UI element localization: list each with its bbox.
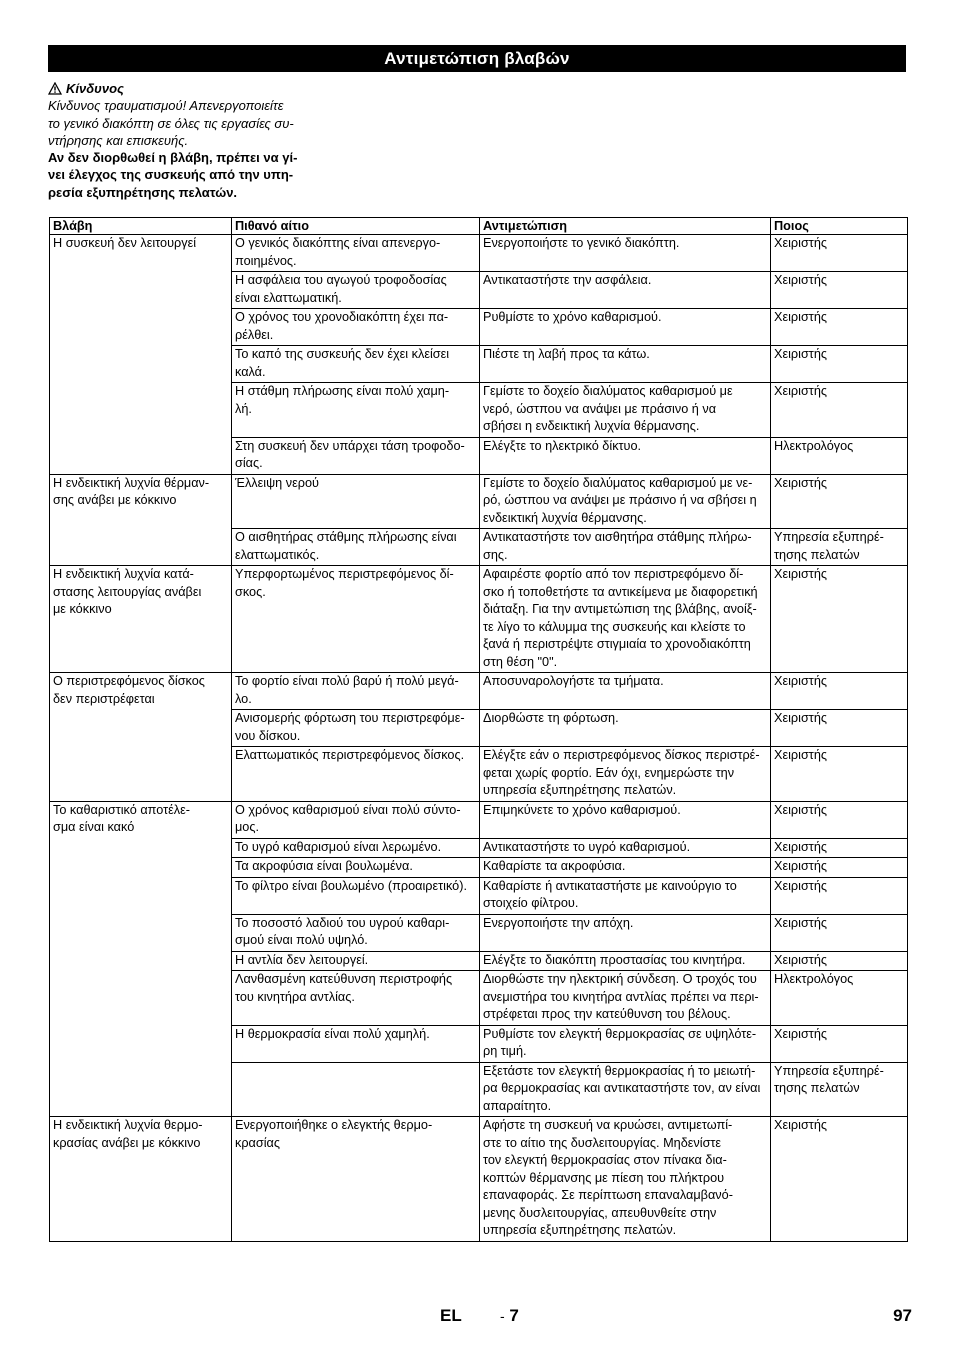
who-cell: Χειριστής (771, 474, 908, 529)
danger-italic-text (48, 97, 328, 149)
cause-cell: Ο χρόνος καθαρισμού είναι πολύ σύντο- μος. (232, 801, 480, 838)
who-cell: Υπηρεσία εξυπηρέ- τησης πελατών (771, 529, 908, 566)
table-row (50, 801, 908, 838)
remedy-cell: Αφαιρέστε φορτίο από τον περιστρεφόμενο δί- σκο ή τοποθετήστε τα αντικείμενα με διαφορετική διάταξη. Για την αντιμετώπιση της βλάβης, ανοίξ- τε λίγο το κάλυμμα της συσκευής και κλείστε το ξανά ή περιστρέψτε στιγμιαία το χρονοδιακόπτη στη θέση "0". (480, 566, 771, 673)
footer-section-number: 7 (509, 1306, 519, 1325)
who-cell: Χειριστής (771, 566, 908, 673)
remedy-cell: Καθαρίστε ή αντικαταστήστε με καινούργιο το στοιχείο φίλτρου. (480, 877, 771, 914)
who-cell: Χειριστής (771, 877, 908, 914)
remedy-cell: Ρυθμίστε τον ελεγκτή θερμοκρασίας σε υψηλότε- ρη τιμή. (480, 1025, 771, 1062)
cause-cell: Ανισομερής φόρτωση του περιστρεφόμε- νου δίσκου. (232, 710, 480, 747)
cause-cell: Το ποσοστό λαδιού του υγρού καθαρι- σμού είναι πολύ υψηλό. (232, 914, 480, 951)
who-cell: Χειριστής (771, 272, 908, 309)
cause-cell (232, 1062, 480, 1117)
remedy-cell: Πιέστε τη λαβή προς τα κάτω. (480, 346, 771, 383)
column-header-fault: Βλάβη (50, 218, 232, 235)
cause-cell: Ελαττωματικός περιστρεφόμενος δίσκος. (232, 747, 480, 802)
remedy-cell: Ελέγξτε το διακόπτη προστασίας του κινητήρα. (480, 951, 771, 971)
remedy-cell: Γεμίστε το δοχείο διαλύματος καθαρισμού με νε- ρό, ώστπου να ανάψει με πράσινο ή να σβήσει η ενδεικτική λυχνία θέρμανσης. (480, 474, 771, 529)
who-cell: Υπηρεσία εξυπηρέ- τησης πελατών (771, 1062, 908, 1117)
cause-cell: Το καπό της συσκευής δεν έχει κλείσει καλά. (232, 346, 480, 383)
cause-cell: Στη συσκευή δεν υπάρχει τάση τροφοδο- σίας. (232, 437, 480, 474)
who-cell: Χειριστής (771, 346, 908, 383)
danger-line: ρεσία εξυπηρέτησης πελατών. (48, 184, 238, 200)
remedy-cell: Ελέγξτε το ηλεκτρικό δίκτυο. (480, 437, 771, 474)
cause-cell: Η αντλία δεν λειτουργεί. (232, 951, 480, 971)
cause-cell: Η ασφάλεια του αγωγού τροφοδοσίας είναι ελαττωματική. (232, 272, 480, 309)
footer-language: EL (440, 1306, 462, 1325)
cause-cell: Το υγρό καθαρισμού είναι λερωμένο. (232, 838, 480, 858)
table-row (50, 673, 908, 710)
who-cell: Χειριστής (771, 235, 908, 272)
footer-section (500, 1306, 519, 1326)
remedy-cell: Γεμίστε το δοχείο διαλύματος καθαρισμού με νερό, ώστπου να ανάψει με πράσινο ή να σβήσει η ενδεικτική λυχνία θέρμανσης. (480, 383, 771, 438)
fault-cell: Η συσκευή δεν λειτουργεί (50, 235, 232, 475)
fault-cell: Ο περιστρεφόμενος δίσκος δεν περιστρέφεται (50, 673, 232, 802)
who-cell: Χειριστής (771, 1117, 908, 1242)
danger-bold-text (48, 149, 328, 201)
who-cell: Ηλεκτρολόγος (771, 971, 908, 1026)
column-header-who: Ποιος (771, 218, 908, 235)
table-row (50, 566, 908, 673)
remedy-cell: Ελέγξτε εάν ο περιστρεφόμενος δίσκος περιστρέ- φεται χωρίς φορτίο. Εάν όχι, ενημερώστε την υπηρεσία εξυπηρέτησης πελατών. (480, 747, 771, 802)
fault-cell: Η ενδεικτική λυχνία κατά- στασης λειτουργίας ανάβει με κόκκινο (50, 566, 232, 673)
cause-cell: Ενεργοποιήθηκε ο ελεγκτής θερμο- κρασίας (232, 1117, 480, 1242)
danger-line: Αν δεν διορθωθεί η βλάβη, πρέπει να γί- (48, 150, 298, 166)
troubleshooting-table (49, 217, 908, 1242)
remedy-cell: Ενεργοποιήστε την απόχη. (480, 914, 771, 951)
who-cell: Χειριστής (771, 1025, 908, 1062)
fault-cell: Η ενδεικτική λυχνία θερμο- κρασίας ανάβει με κόκκινο (50, 1117, 232, 1242)
column-header-remedy: Αντιμετώπιση (480, 218, 771, 235)
table-row (50, 235, 908, 272)
cause-cell: Ο χρόνος του χρονοδιακόπτη έχει πα- ρέλθει. (232, 309, 480, 346)
who-cell: Χειριστής (771, 914, 908, 951)
cause-cell: Τα ακροφύσια είναι βουλωμένα. (232, 858, 480, 878)
footer-dash: - (500, 1308, 505, 1324)
who-cell: Χειριστής (771, 838, 908, 858)
who-cell: Χειριστής (771, 951, 908, 971)
danger-line: νει έλεγχος της συσκευής από την υπη- (48, 167, 294, 183)
column-header-cause: Πιθανό αίτιο (232, 218, 480, 235)
table-row (50, 1117, 908, 1242)
who-cell: Χειριστής (771, 309, 908, 346)
fault-cell: Η ενδεικτική λυχνία θέρμαν- σης ανάβει με κόκκινο (50, 474, 232, 566)
danger-line: ντήρησης και επισκευής. (48, 132, 189, 148)
remedy-cell: Ρυθμίστε το χρόνο καθαρισμού. (480, 309, 771, 346)
remedy-cell: Καθαρίστε τα ακροφύσια. (480, 858, 771, 878)
remedy-cell: Εξετάστε τον ελεγκτή θερμοκρασίας ή το μειωτή- ρα θερμοκρασίας και αντικαταστήστε τον, αν είναι απαραίτητο. (480, 1062, 771, 1117)
who-cell: Ηλεκτρολόγος (771, 437, 908, 474)
table-body (50, 235, 908, 1242)
remedy-cell: Διορθώστε την ηλεκτρική σύνδεση. Ο τροχός του ανεμιστήρα του κινητήρα αντλίας πρέπει να περι- στρέφεται προς την κατεύθυνση του βέλους. (480, 971, 771, 1026)
danger-heading-label: Κίνδυνος (66, 81, 124, 96)
who-cell: Χειριστής (771, 710, 908, 747)
cause-cell: Υπερφορτωμένος περιστρεφόμενος δί- σκος. (232, 566, 480, 673)
who-cell: Χειριστής (771, 801, 908, 838)
cause-cell: Το φίλτρο είναι βουλωμένο (προαιρετικό). (232, 877, 480, 914)
remedy-cell: Αποσυναρολογήστε τα τμήματα. (480, 673, 771, 710)
cause-cell: Το φορτίο είναι πολύ βαρύ ή πολύ μεγά- λο. (232, 673, 480, 710)
remedy-cell: Αφήστε τη συσκευή να κρυώσει, αντιμετωπί- στε το αίτιο της δυσλειτουργίας. Μηδενίστε τον ελεγκτή θερμοκρασίας στον πίνακα δια- κοπτών θέρμανσης με πίεση του πλήκτρου επαναφοράς. Σε περίπτωση επαναλαμβανό- μενης δυσλειτουργίας, απευθυνθείτε στην υπηρεσία εξυπηρέτησης πελατών. (480, 1117, 771, 1242)
danger-heading (48, 80, 328, 97)
who-cell: Χειριστής (771, 858, 908, 878)
remedy-cell: Ενεργοποιήστε το γενικό διακόπτη. (480, 235, 771, 272)
danger-line: το γενικό διακόπτη σε όλες τις εργασίες συ- (48, 115, 294, 131)
cause-cell: Ο γενικός διακόπτης είναι απενεργο- ποιημένος. (232, 235, 480, 272)
remedy-cell: Αντικαταστήστε τον αισθητήρα στάθμης πλήρω- σης. (480, 529, 771, 566)
warning-icon (48, 82, 62, 95)
remedy-cell: Αντικαταστήστε το υγρό καθαρισμού. (480, 838, 771, 858)
cause-cell: Η θερμοκρασία είναι πολύ χαμηλή. (232, 1025, 480, 1062)
cause-cell: Λανθασμένη κατεύθυνση περιστροφής του κινητήρα αντλίας. (232, 971, 480, 1026)
who-cell: Χειριστής (771, 673, 908, 710)
table-header-row (50, 218, 908, 235)
who-cell: Χειριστής (771, 747, 908, 802)
page-title: Αντιμετώπιση βλαβών (48, 45, 906, 72)
table-row (50, 474, 908, 529)
who-cell: Χειριστής (771, 383, 908, 438)
danger-notice (48, 80, 328, 201)
cause-cell: Η στάθμη πλήρωσης είναι πολύ χαμη- λή. (232, 383, 480, 438)
cause-cell: Ο αισθητήρας στάθμης πλήρωσης είναι ελαττωματικός. (232, 529, 480, 566)
remedy-cell: Διορθώστε τη φόρτωση. (480, 710, 771, 747)
fault-cell: Το καθαριστικό αποτέλε- σμα είναι κακό (50, 801, 232, 1117)
remedy-cell: Επιμηκύνετε το χρόνο καθαρισμού. (480, 801, 771, 838)
cause-cell: Έλλειψη νερού (232, 474, 480, 529)
footer-page-number: 97 (893, 1306, 912, 1325)
danger-line: Κίνδυνος τραυματισμού! Απενεργοποιείτε (48, 98, 284, 114)
remedy-cell: Αντικαταστήστε την ασφάλεια. (480, 272, 771, 309)
